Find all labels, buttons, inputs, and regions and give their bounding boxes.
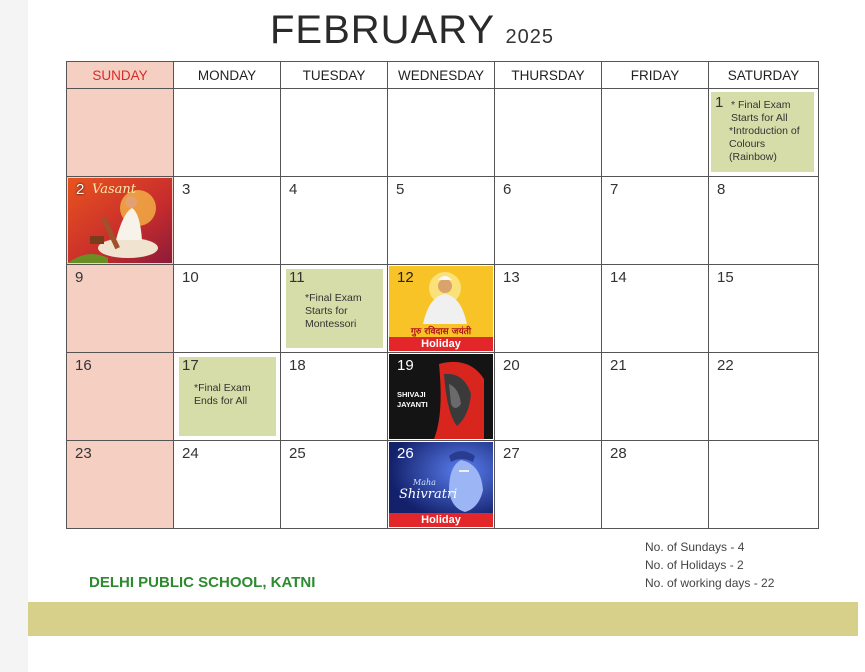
guru-ravidas-jayanti-image [389, 266, 493, 351]
year: 2025 [505, 26, 555, 48]
day-cell-19 [388, 353, 495, 441]
note-line: Colours [729, 138, 766, 150]
day-cell-9 [67, 265, 174, 353]
day-number: 10 [182, 269, 199, 286]
ravidas-caption: गुरु रविदास जयंती [410, 327, 472, 337]
day-cell-27 [495, 441, 602, 529]
day-number: 28 [610, 445, 627, 462]
day-number: 5 [396, 181, 405, 198]
day-cell-2 [67, 177, 174, 265]
page-edge [0, 0, 28, 672]
day-number: 11 [289, 269, 305, 286]
empty-day-cell [388, 89, 495, 177]
note-line: *Final Exam [305, 292, 362, 304]
day-cell-16 [67, 353, 174, 441]
note-line: Montessori [305, 318, 357, 330]
day-cell-6 [495, 177, 602, 265]
day-cell-21 [602, 353, 709, 441]
footer-bar [28, 602, 858, 636]
weekday-monday: MONDAY [174, 62, 281, 89]
caption-line: JAYANTI [397, 400, 428, 409]
day-number: 21 [610, 357, 627, 374]
weekday-tuesday: TUESDAY [281, 62, 388, 89]
day-cell-10 [174, 265, 281, 353]
shivratri-caption-small: Maha [413, 478, 436, 487]
day-number: 2 [76, 181, 85, 198]
holidays-count: No. of Holidays - 2 [645, 558, 744, 572]
event-note [305, 292, 362, 331]
day-number: 9 [75, 269, 84, 286]
weekday-saturday: SATURDAY [709, 62, 819, 89]
week-row [67, 89, 819, 177]
empty-day-cell [67, 89, 174, 177]
day-number: 4 [289, 181, 298, 198]
empty-day-cell [281, 89, 388, 177]
empty-day-cell [495, 89, 602, 177]
day-number: 24 [182, 445, 199, 462]
day-cell-26 [388, 441, 495, 529]
week-row [67, 265, 819, 353]
day-number: 16 [75, 357, 92, 374]
day-cell-15 [709, 265, 819, 353]
week-row [67, 353, 819, 441]
day-number: 6 [503, 181, 512, 198]
day-cell-12 [388, 265, 495, 353]
empty-day-cell [174, 89, 281, 177]
day-number: 27 [503, 445, 520, 462]
day-number: 14 [610, 269, 627, 286]
day-cell-14 [602, 265, 709, 353]
day-number: 7 [610, 181, 619, 198]
day-number: 23 [75, 445, 92, 462]
day-cell-4 [281, 177, 388, 265]
day-number: 17 [182, 357, 199, 374]
day-cell-3 [174, 177, 281, 265]
note-line: Starts for All [731, 112, 788, 124]
month-statistics [645, 538, 774, 592]
day-cell-11 [281, 265, 388, 353]
day-number: 26 [397, 445, 414, 462]
day-number: 3 [182, 181, 191, 198]
day-number: 12 [397, 269, 414, 286]
week-row [67, 177, 819, 265]
note-line: *Introduction of [729, 125, 800, 137]
weekday-wednesday: WEDNESDAY [388, 62, 495, 89]
calendar-title [270, 8, 600, 52]
day-cell-20 [495, 353, 602, 441]
day-cell-25 [281, 441, 388, 529]
empty-day-cell [709, 441, 819, 529]
event-note [194, 382, 251, 408]
shivaji-caption [397, 390, 428, 410]
note-line: (Rainbow) [729, 151, 777, 163]
day-cell-17 [174, 353, 281, 441]
vasant-panchami-image [68, 178, 172, 263]
weekday-sunday: SUNDAY [67, 62, 174, 89]
day-cell-5 [388, 177, 495, 265]
note-line: Starts for [305, 305, 348, 317]
day-cell-28 [602, 441, 709, 529]
working-days-count: No. of working days - 22 [645, 576, 775, 590]
vasant-caption: Vasant [92, 182, 136, 197]
weekday-thursday: THURSDAY [495, 62, 602, 89]
day-number: 22 [717, 357, 734, 374]
calendar-grid [66, 61, 819, 529]
note-line: Ends for All [194, 395, 248, 407]
holiday-label: Holiday [389, 337, 493, 351]
day-cell-24 [174, 441, 281, 529]
day-number: 20 [503, 357, 520, 374]
day-number: 13 [503, 269, 520, 286]
shivratri-caption: Shivratri [399, 487, 458, 502]
caption-line: SHIVAJI [397, 390, 426, 399]
day-cell-13 [495, 265, 602, 353]
day-number: 8 [717, 181, 726, 198]
note-line: * Final Exam [731, 99, 791, 111]
maha-shivratri-image [389, 442, 493, 527]
day-number: 15 [717, 269, 734, 286]
weekday-header-row [67, 62, 819, 89]
day-cell-8 [709, 177, 819, 265]
weekday-friday: FRIDAY [602, 62, 709, 89]
holiday-label: Holiday [389, 513, 493, 527]
event-note [729, 99, 800, 164]
month-name: FEBRUARY [270, 8, 496, 52]
day-cell-22 [709, 353, 819, 441]
shivaji-jayanti-image [389, 354, 493, 439]
day-number: 1 [715, 94, 724, 111]
sundays-count: No. of Sundays - 4 [645, 540, 745, 554]
day-number: 18 [289, 357, 306, 374]
empty-day-cell [602, 89, 709, 177]
note-line: *Final Exam [194, 382, 251, 394]
day-cell-23 [67, 441, 174, 529]
day-number: 19 [397, 357, 414, 374]
day-cell-18 [281, 353, 388, 441]
day-number: 25 [289, 445, 306, 462]
day-cell-7 [602, 177, 709, 265]
week-row [67, 441, 819, 529]
school-name: DELHI PUBLIC SCHOOL, KATNI [89, 574, 316, 591]
day-cell-1 [709, 89, 819, 177]
